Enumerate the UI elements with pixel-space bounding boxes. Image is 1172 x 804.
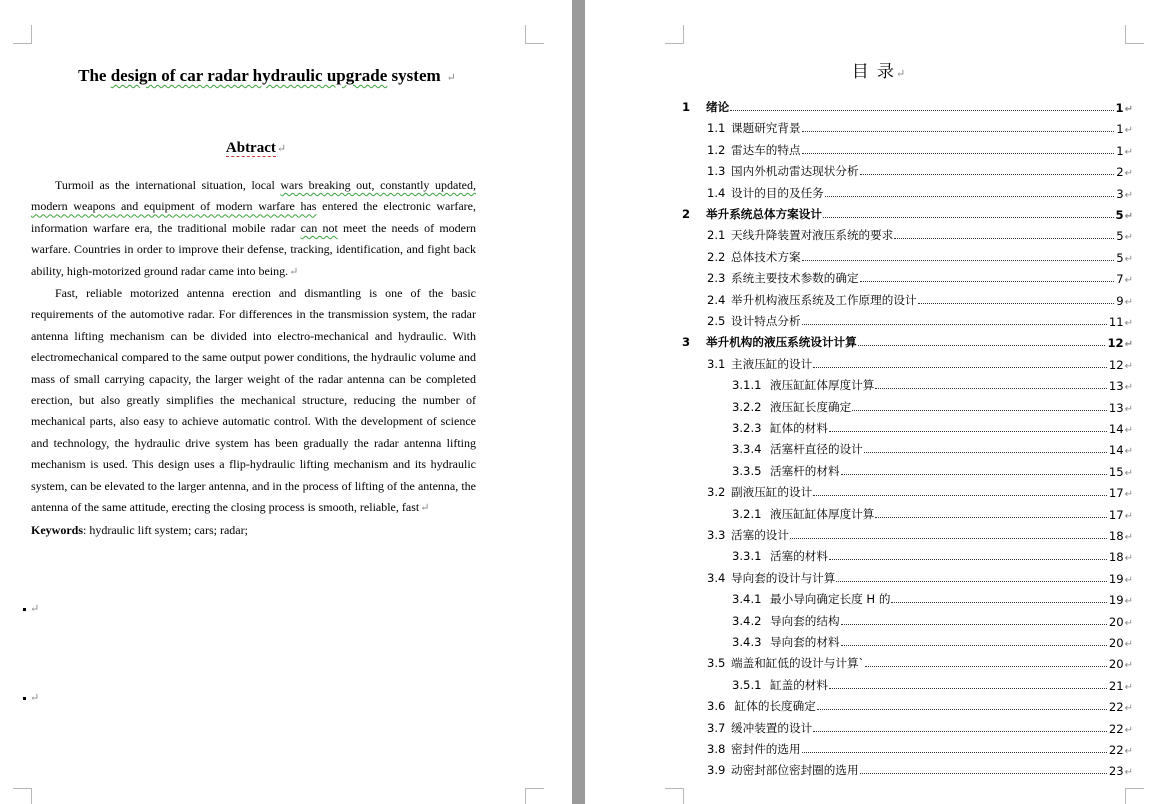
paragraph-mark: ↵ [1124,703,1133,714]
toc-entry-number: 1.1 [707,121,726,135]
toc-page-number: 5 [1115,208,1124,222]
paragraph-mark: ↵ [1124,746,1133,757]
keywords-line [31,520,476,541]
toc-page-number: 1 [1115,101,1124,115]
toc-entry-number: 3.4 [707,571,726,585]
toc-entry-label [732,634,840,650]
toc-page-number: 5 [1116,229,1124,243]
toc-entry[interactable] [707,159,1133,179]
toc-entry-number: 3.2 [707,485,726,499]
page-corner-mark [525,25,544,44]
paragraph-mark: ↵ [1124,232,1133,243]
document-page-left [0,0,572,804]
toc-page-number: 19 [1108,572,1124,586]
toc-entry-number: 3.9 [707,763,726,777]
toc-entry[interactable] [707,116,1133,136]
paragraph-mark: ↵ [1124,660,1133,671]
toc-entry-text: 绪论 [706,100,730,114]
toc-entry-text: 缸盖的材料 [770,678,828,692]
toc-leader-dots [836,581,1106,582]
abstract-paragraph-2: Fast, reliable motorized antenna erection and dismantling is one of the basic requirements of the automotive radar. For differences in the transmission system, the radar antenna lifting mechanism can be divided into electro-mechanical and hydraulic. With electromechanical compared to the same output power conditions, the hydraulic volume and mass of small carrying capacity, the larger weight of the radar antenna can be completed erection, but also greatly simplifies the mechanical structure, reducing the number of mechanical parts, also easy to achieve automatic control. With the development of science and technology, the hydraulic drive system has been gradually the radar antenna lifting mechanism is used. This design uses a flip-hydraulic lifting mechanism and its hydraulic system, can be elevated to the larger antenna, and in the process of lifting of the antenna, the antenna of the same attitude, erecting the closing process is smooth, reliable, fast↵ [31,286,476,515]
toc-entry[interactable] [707,266,1133,286]
toc-entry-text: 活塞的材料 [770,549,828,563]
toc-entry-text: 活塞杆的材料 [770,464,840,478]
toc-entry-label [732,399,851,415]
toc-page-number: 23 [1108,764,1124,778]
toc-entry-text: 最小导向确定长度 H 的 [770,592,891,606]
abstract-heading: Abtract↵ [225,140,287,156]
spellcheck-underline: wars breaking out, constantly updated, modern weapons and equipment of modern warfare has [31,178,476,214]
toc-leader-dots [841,474,1107,475]
toc-entry-label [732,463,840,479]
toc-leader-dots [860,174,1115,175]
toc-entry-number: 3.4.2 [732,614,762,628]
toc-leader-dots [864,452,1107,453]
toc-entry-number: 3.3.5 [732,464,762,478]
toc-entry-text: 导向套的设计与计算 [731,571,836,585]
paragraph-mark: ↵ [1124,596,1133,607]
toc-leader-dots [825,196,1114,197]
toc-entry-text: 天线升降装置对液压系统的要求 [731,228,894,242]
toc-entry-text: 活塞杆直径的设计 [770,442,863,456]
toc-entry-label [707,762,859,778]
toc-entry[interactable] [707,480,1133,500]
toc-entry-text: 课题研究背景 [731,121,801,135]
toc-page-number: 18 [1108,550,1124,564]
toc-entry-text: 液压缸缸体厚度计算 [770,507,875,521]
toc-entry-label [707,570,835,586]
toc-entry-text: 液压缸缸体厚度计算 [770,378,875,392]
toc-page-number: 20 [1108,657,1124,671]
spellcheck-underline: can not [300,220,338,235]
page-corner-mark [13,788,32,804]
toc-entry[interactable] [707,138,1133,158]
toc-entry-number: 3.6 [707,699,726,713]
toc-entry[interactable] [732,609,1133,629]
toc-page-number: 11 [1108,315,1124,329]
toc-page-number: 12 [1108,358,1124,372]
toc-entry-number: 3.7 [707,721,726,735]
toc-leader-dots [802,324,1107,325]
toc-entry-number: 2.4 [707,293,726,307]
toc-leader-dots [823,217,1114,218]
toc-leader-dots [802,752,1107,753]
toc-page-number: 17 [1108,486,1124,500]
paragraph-mark: ↵ [1124,297,1133,308]
toc-entry-label [707,185,824,201]
toc-entry-number: 2 [682,207,691,221]
toc-leader-dots [829,431,1107,432]
toc-page-number: 19 [1108,593,1124,607]
toc-entry-label [707,720,812,736]
toc-leader-dots [841,645,1107,646]
toc-entry-number: 3.8 [707,742,726,756]
toc-leader-dots [829,559,1107,560]
toc-entry[interactable] [732,502,1133,522]
toc-entry-label [707,527,789,543]
toc-entry-text: 液压缸长度确定 [770,400,852,414]
toc-page-number: 20 [1108,615,1124,629]
toc-entry-label [682,334,857,350]
toc-page-number: 2 [1116,165,1124,179]
toc-page-number: 14 [1108,422,1124,436]
paragraph-mark: ↵ [1124,511,1133,522]
toc-entry-number: 3.4.3 [732,635,762,649]
toc-entry-text: 端盖和缸低的设计与计算` [731,656,865,670]
toc-leader-dots [817,709,1107,710]
toc-leader-dots [865,666,1107,667]
toc-entry-number: 2.1 [707,228,726,242]
toc-leader-dots [858,345,1106,346]
page-corner-mark [1125,788,1144,804]
toc-entry-text: 密封件的选用 [731,742,801,756]
toc-entry-label [732,613,840,629]
toc-page-number: 22 [1108,700,1124,714]
toc-entry[interactable] [707,566,1133,586]
toc-entry[interactable] [707,309,1133,329]
toc-entry-number: 3.5 [707,656,726,670]
toc-entry-number: 3.3.1 [732,549,762,563]
toc-entry[interactable] [707,352,1133,372]
toc-leader-dots [875,517,1106,518]
paragraph-mark: ↵ [446,72,456,84]
toc-entry[interactable] [732,373,1133,393]
toc-entry-number: 3.2.3 [732,421,762,435]
toc-entry-number: 3.3 [707,528,726,542]
toc-leader-dots [813,367,1107,368]
toc-entry-text: 举升机构液压系统及工作原理的设计 [731,293,917,307]
paragraph-mark: ↵ [1124,254,1133,265]
toc-entry-label [732,377,874,393]
paragraph-mark: ↵ [1124,446,1133,457]
document-title: The design of car radar hydraulic upgrade system ↵ [78,66,456,85]
toc-leader-dots [802,131,1115,132]
toc-entry[interactable] [707,758,1133,778]
toc-entry[interactable] [732,673,1133,693]
toc-entry-label [732,591,890,607]
toc-entry[interactable] [732,395,1133,415]
toc-entry-text: 系统主要技术参数的确定 [731,271,859,285]
toc-entry-number: 3.2.2 [732,400,762,414]
toc-entry-number: 2.3 [707,271,726,285]
page-corner-mark [665,788,684,804]
abstract-body [31,175,476,541]
toc-leader-dots [730,110,1113,111]
toc-page-number: 15 [1108,465,1124,479]
toc-entry-label [732,677,828,693]
toc-page-number: 1 [1116,122,1124,136]
paragraph-mark: ↵ [1124,104,1133,115]
toc-entry[interactable] [707,694,1133,714]
keywords-label: Keywords [31,522,83,537]
toc-entry-number: 3.2.1 [732,507,762,521]
toc-leader-dots [860,773,1107,774]
toc-entry-text: 设计特点分析 [731,314,801,328]
paragraph-mark: ↵ [1124,211,1133,222]
toc-entry-text: 活塞的设计 [731,528,789,542]
toc-entry-text: 主液压缸的设计 [731,357,813,371]
toc-entry-label [707,356,812,372]
toc-entry-number: 1.4 [707,186,726,200]
paragraph-mark: ↵ [1124,532,1133,543]
toc-page-number: 17 [1108,508,1124,522]
toc-entry-number: 1.3 [707,164,726,178]
toc-entry[interactable] [707,716,1133,736]
toc-entry-number: 3.4.1 [732,592,762,606]
toc-entry-label [707,313,801,329]
toc-entry-number: 3.3.4 [732,442,762,456]
toc-page-number: 3 [1116,187,1124,201]
paragraph-mark: ↵ [1124,339,1133,350]
paragraph-mark: ↵ [1124,639,1133,650]
toc-page-number: 18 [1108,529,1124,543]
toc-entry-label [707,142,801,158]
toc-entry[interactable] [707,223,1133,243]
toc-leader-dots [790,538,1107,539]
paragraph-mark: ↵ [1124,682,1133,693]
toc-page-number: 20 [1108,636,1124,650]
paragraph-mark: ↵ [1124,404,1133,415]
toc-page-number: 14 [1108,443,1124,457]
toc-entry-number: 3.1.1 [732,378,762,392]
toc-entry[interactable] [707,523,1133,543]
paragraph-mark: ↵ [1124,553,1133,564]
toc-leader-dots [813,495,1107,496]
toc-entry[interactable] [682,330,1133,350]
toc-entry[interactable] [707,181,1133,201]
toc-entry-number: 3.1 [707,357,726,371]
toc-entry-number: 3.5.1 [732,678,762,692]
page-corner-mark [13,25,32,44]
paragraph-mark: ↵ [1124,489,1133,500]
toc-entry-text: 缸体的材料 [770,421,828,435]
paragraph-mark: ↵ [1124,125,1133,136]
toc-title: 目 录↵ [851,62,906,81]
paragraph-mark: ↵ [1124,382,1133,393]
toc-entry-label [707,484,812,500]
toc-leader-dots [875,388,1106,389]
toc-entry-label [707,655,864,671]
toc-entry-label [707,698,816,714]
toc-leader-dots [860,281,1115,282]
toc-entry-number: 2.5 [707,314,726,328]
toc-page-number: 1 [1116,144,1124,158]
toc-entry-text: 举升系统总体方案设计 [706,207,822,221]
toc-entry-text: 总体技术方案 [731,250,801,264]
paragraph-mark: ↵ [1124,168,1133,179]
spellcheck-underline: design of car radar hydraulic upgrade [110,66,388,85]
paragraph-mark: ↵ [1124,318,1133,329]
toc-entry[interactable] [707,651,1133,671]
toc-entry-number: 1 [682,100,691,114]
toc-entry[interactable] [732,437,1133,457]
toc-entry-label [732,548,828,564]
toc-entry[interactable] [732,544,1133,564]
toc-entry[interactable] [707,245,1133,265]
toc-page-number: 22 [1108,722,1124,736]
toc-leader-dots [891,602,1106,603]
toc-entry-text: 导向套的材料 [770,635,840,649]
document-page-right [585,0,1172,804]
abstract-paragraph-1: Turmoil as the international situation, local wars breaking out, constantly updated, modern weapons and equipment of modern warfare has entered the electronic warfare, information warfare era, the traditional mobile radar can not meet the needs of modern warfare. Countries in order to improve their defense, tracking, identification, and fight back ability, high-motorized ground radar came into being.↵ [31,178,477,278]
toc-entry-label [732,420,828,436]
toc-entry[interactable] [732,630,1133,650]
toc-entry-label [707,292,917,308]
toc-page-number: 13 [1108,401,1124,415]
toc-entry-text: 动密封部位密封圈的选用 [731,763,859,777]
toc-entry-text: 雷达车的特点 [731,143,801,157]
paragraph-mark: ↵ [1124,725,1133,736]
toc-entry-number: 1.2 [707,143,726,157]
page-corner-mark [665,25,684,44]
toc-entry[interactable] [732,416,1133,436]
paragraph-mark: ↵ [1124,147,1133,158]
toc-leader-dots [802,153,1115,154]
toc-entry[interactable] [732,587,1133,607]
paragraph-mark: ↵ [1124,425,1133,436]
toc-entry-text: 导向套的结构 [770,614,840,628]
toc-entry[interactable] [682,95,1133,115]
toc-entry[interactable] [707,288,1133,308]
toc-entry-label [707,741,801,757]
toc-entry-label [682,99,729,115]
toc-entry-label [707,249,801,265]
paragraph-mark: ↵ [1124,275,1133,286]
page-corner-mark [1125,25,1144,44]
toc-leader-dots [841,624,1107,625]
empty-paragraph: ↵ [23,690,39,705]
toc-entry-number: 3 [682,335,691,349]
paragraph-mark: ↵ [1124,767,1133,778]
toc-entry-text: 国内外机动雷达现状分析 [731,164,859,178]
toc-leader-dots [802,260,1115,261]
toc-entry-text: 举升机构的液压系统设计计算 [706,335,857,349]
toc-entry[interactable] [732,459,1133,479]
toc-entry[interactable] [707,737,1133,757]
keywords-text: : hydraulic lift system; cars; radar; [83,522,248,537]
toc-leader-dots [852,410,1107,411]
paragraph-mark: ↵ [1124,618,1133,629]
toc-entry-number: 2.2 [707,250,726,264]
paragraph-mark: ↵ [1124,190,1133,201]
toc-entry-text: 副液压缸的设计 [731,485,813,499]
toc-entry-label [707,120,801,136]
toc-entry-label [707,270,859,286]
toc-leader-dots [894,238,1114,239]
empty-paragraph: ↵ [23,601,39,616]
toc-page-number: 7 [1116,272,1124,286]
toc-page-number: 21 [1108,679,1124,693]
toc-leader-dots [829,688,1107,689]
toc-entry-label [732,441,863,457]
toc-entry[interactable] [682,202,1133,222]
toc-leader-dots [918,303,1115,304]
toc-page-number: 22 [1108,743,1124,757]
toc-entry-label [707,227,893,243]
toc-entry-text: 设计的目的及任务 [731,186,824,200]
page-corner-mark [525,788,544,804]
toc-page-number: 12 [1107,336,1124,350]
paragraph-mark: ↵ [1124,361,1133,372]
toc-entry-label [707,163,859,179]
toc-page-number: 5 [1116,251,1124,265]
toc-leader-dots [813,731,1107,732]
toc-entry-label [732,506,874,522]
toc-entry-text: 缸体的长度确定 [731,699,816,713]
toc-entry-label [682,206,822,222]
toc-page-number: 13 [1108,379,1124,393]
paragraph-mark: ↵ [1124,575,1133,586]
paragraph-mark: ↵ [1124,468,1133,479]
toc-entry-text: 缓冲装置的设计 [731,721,813,735]
toc-page-number: 9 [1116,294,1124,308]
